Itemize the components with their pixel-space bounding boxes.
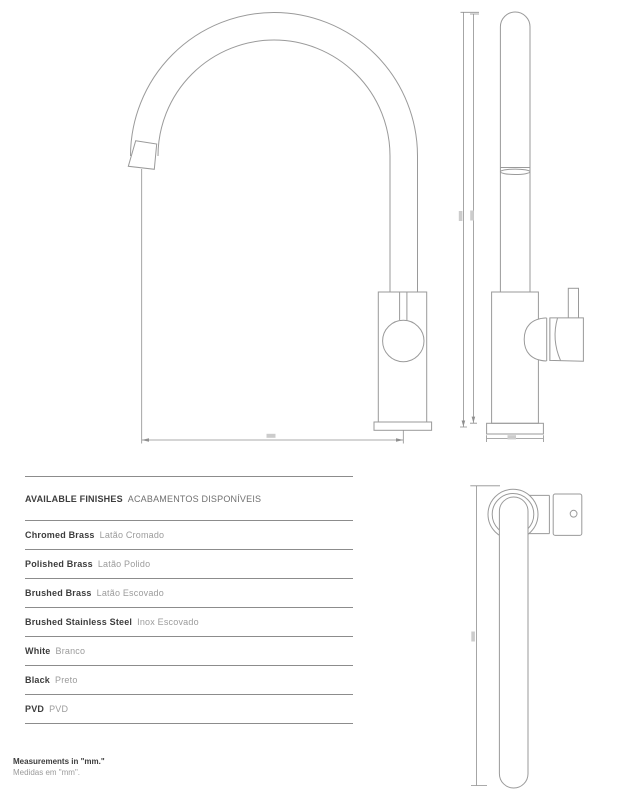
finish-name-pt: Latão Polido bbox=[97, 559, 151, 569]
measurements-note-pt: Medidas em "mm". bbox=[13, 768, 81, 777]
lever-arm bbox=[568, 288, 578, 318]
finish-name-pt: Branco bbox=[55, 646, 86, 656]
base-width-label bbox=[508, 435, 517, 439]
finish-row-polished-brass bbox=[25, 550, 353, 579]
finishes-table-header bbox=[25, 477, 353, 521]
finish-name-en: White bbox=[25, 646, 51, 656]
finish-name-pt: PVD bbox=[49, 704, 69, 714]
side-view-drawing bbox=[459, 12, 584, 442]
spout-outer-arc bbox=[131, 13, 418, 157]
handle-knob-circle bbox=[383, 320, 424, 361]
finish-name-en: Brushed Brass bbox=[25, 588, 92, 598]
finish-name-en: Polished Brass bbox=[25, 559, 93, 569]
finish-row-black bbox=[25, 666, 353, 695]
reach-arrow-right bbox=[396, 438, 403, 442]
finish-row-brushed-stainless-steel bbox=[25, 608, 353, 637]
spout-tube-lines bbox=[390, 156, 418, 292]
base-flange-front bbox=[374, 422, 432, 430]
front-view-drawing bbox=[128, 13, 431, 444]
height-dimension-lines bbox=[460, 12, 479, 427]
finish-row-pvd bbox=[25, 695, 353, 724]
finish-row-brushed-brass bbox=[25, 579, 353, 608]
reach-arrow-left bbox=[142, 438, 149, 442]
measurements-note bbox=[13, 756, 105, 778]
base-flange-side bbox=[487, 423, 544, 434]
reach-extension-lines bbox=[142, 169, 404, 444]
swivel-joint-ellipse bbox=[500, 169, 530, 174]
length-dimension-label bbox=[471, 632, 475, 642]
finishes-header-pt: ACABAMENTOS DISPONÍVEIS bbox=[127, 493, 262, 504]
top-view-drawing bbox=[470, 486, 582, 788]
reach-dimension-label bbox=[267, 434, 276, 438]
finish-name-en: PVD bbox=[25, 704, 45, 714]
finish-row-chromed-brass bbox=[25, 521, 353, 550]
height-dimension-label-2 bbox=[470, 211, 474, 221]
finish-name-pt: Inox Escovado bbox=[137, 617, 199, 627]
height-dimension-label-1 bbox=[459, 211, 463, 221]
measurements-note-en: Measurements in "mm." bbox=[13, 757, 105, 766]
finishes-table bbox=[25, 476, 353, 724]
finish-name-en: Brushed Stainless Steel bbox=[25, 617, 133, 627]
finishes-header-en: AVAILABLE FINISHES bbox=[25, 493, 123, 504]
height-arrow-1 bbox=[462, 421, 466, 427]
spout-tip bbox=[128, 141, 156, 170]
finish-name-pt: Latão Cromado bbox=[99, 530, 165, 540]
handle-block-top bbox=[553, 494, 582, 535]
spout-column-side bbox=[500, 12, 530, 292]
spout-inner-arc bbox=[158, 40, 390, 156]
finish-name-en: Black bbox=[25, 675, 51, 685]
faucet-body-side bbox=[492, 292, 539, 423]
finish-row-white bbox=[25, 637, 353, 666]
finish-name-pt: Preto bbox=[55, 675, 78, 685]
finish-name-pt: Latão Escovado bbox=[96, 588, 164, 598]
finish-name-en: Chromed Brass bbox=[25, 530, 95, 540]
spout-arm-top bbox=[499, 497, 528, 788]
handle-connector bbox=[529, 495, 549, 533]
height-arrow-2 bbox=[472, 417, 476, 423]
